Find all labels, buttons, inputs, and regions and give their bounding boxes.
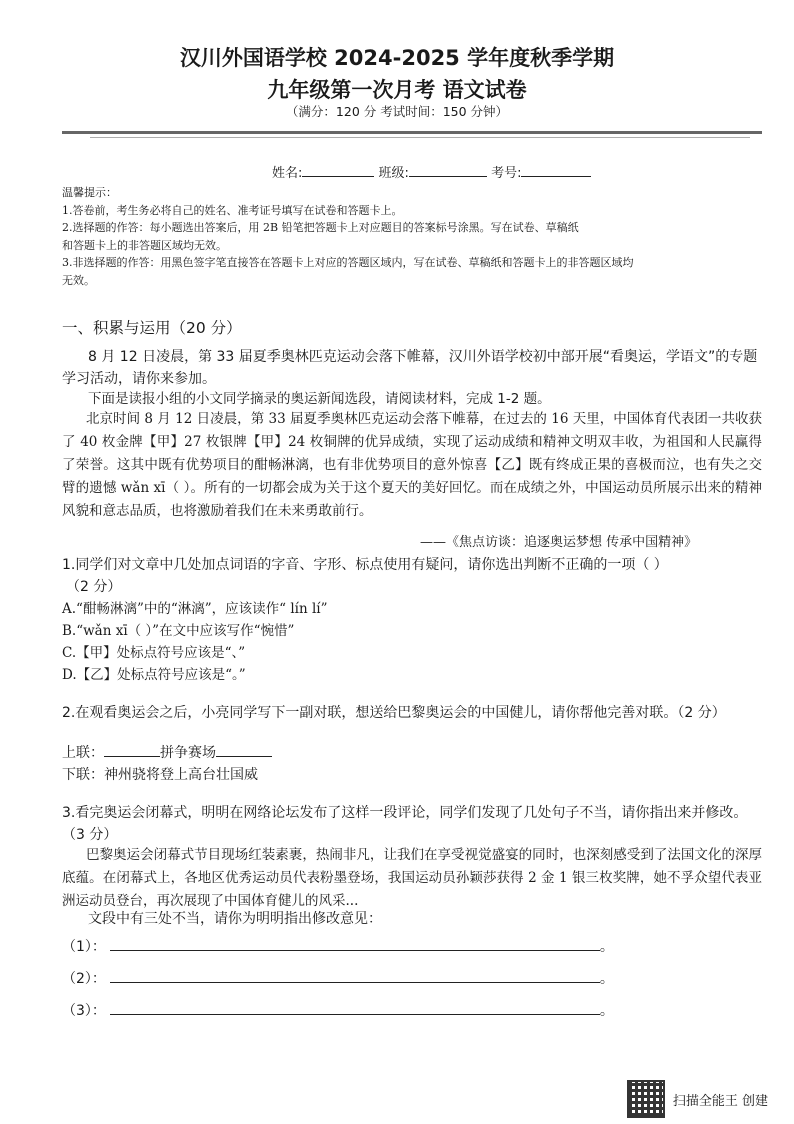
answer-line-1[interactable]	[62, 936, 614, 956]
question-1-score: （2 分）	[66, 579, 122, 595]
answer-end: 。	[599, 1003, 614, 1019]
answer-line-2[interactable]	[62, 968, 614, 988]
question-2-stem: 2.在观看奥运会之后，小亮同学写下一副对联，想送给巴黎奥运会的中国健儿，请你帮他完善对联。（2 分）	[62, 705, 726, 721]
option-d[interactable]: D.【乙】处标点符号应该是“。”	[62, 667, 246, 683]
exam-title-line1: 汉川外国语学校 2024-2025 学年度秋季学期	[179, 46, 615, 70]
notes-line: 1.答卷前，考生务必将自己的姓名、准考证号填写在试卷和答题卡上。	[62, 203, 403, 217]
news-article	[62, 408, 762, 523]
answer-label: （3）：	[62, 1003, 106, 1019]
reading-instruction: 下面是读报小组的小文同学摘录的奥运新闻选段，请阅读材料，完成 1-2 题。	[88, 391, 551, 407]
notes-line: 2.选择题的作答：每小题选出答案后，用 2B 铅笔把答题卡上对应题目的答案标号涂黑。写在试卷、草稿纸	[62, 221, 579, 234]
exam-title-line2: 九年级第一次月考 语文试卷	[267, 78, 527, 102]
student-info-bar	[272, 162, 591, 181]
name-blank[interactable]	[302, 163, 374, 177]
answer-blank[interactable]	[110, 938, 600, 951]
section-intro: 8 月 12 日凌晨，第 33 届夏季奥林匹克运动会落下帷幕，汉川外语学校初中部开展“看奥运，学语文”的专题学习活动，请你来参加。	[62, 349, 758, 387]
question-3-stem: 3.看完奥运会闭幕式，明明在网络论坛发布了这样一段评论，同学们发现了几处句子不当，请你指出来并修改。（3 分）	[62, 805, 748, 843]
option-b[interactable]: B.“wǎn xī（ ）”在文中应该写作“惋惜”	[62, 623, 295, 639]
answer-blank[interactable]	[110, 970, 600, 983]
number-label: 考号:	[491, 166, 522, 181]
couplet-upper	[62, 742, 762, 764]
upper-mid: 拼争赛场	[160, 745, 216, 761]
exam-info: （满分：120 分 考试时间：150 分钟）	[285, 104, 509, 119]
comment-text: 巴黎奥运会闭幕式节目现场红装素裹，热闹非凡，让我们在享受视觉盛宴的同时，也深刻感受到了法国文化的深厚底蕴。在闭幕式上，各地区优秀运动员代表粉墨登场，我国运动员孙颖莎获得 2 金 1 银三枚奖牌，她不孚众望代表亚洲运动员登台，再次展现了中国体育健儿的风采...	[62, 847, 762, 909]
name-label: 姓名:	[272, 166, 303, 181]
answer-line-3[interactable]	[62, 1000, 614, 1020]
answer-end: 。	[599, 939, 614, 955]
scanner-brand: 扫描全能王 创建	[672, 1093, 768, 1109]
upper-blank-2[interactable]	[216, 743, 272, 757]
upper-blank-1[interactable]	[104, 743, 160, 757]
answer-label: （1）：	[62, 939, 106, 955]
option-c[interactable]: C.【甲】处标点符号应该是“、”	[62, 645, 246, 661]
article-source: ——《焦点访谈：追逐奥运梦想 传承中国精神》	[420, 535, 698, 550]
answer-label: （2）：	[62, 971, 106, 987]
notes-heading: 温馨提示：	[62, 186, 117, 199]
upper-label: 上联：	[62, 745, 104, 761]
notes-line: 无效。	[62, 273, 95, 287]
header-divider-thin	[90, 137, 750, 138]
notes-line: 3.非选择题的作答：用黑色签字笔直接答在答题卡上对应的答题区域内，写在试卷、草稿纸和答题卡上的非答题区域均	[62, 256, 634, 269]
question-3-prompt: 文段中有三处不当，请你为明明指出修改意见：	[88, 911, 382, 927]
couplet-lower: 下联：神州骁将登上高台壮国威	[62, 767, 258, 783]
class-label: 班级:	[378, 166, 409, 181]
scanner-watermark	[627, 1080, 768, 1118]
forum-comment	[62, 844, 762, 913]
qr-code-icon	[627, 1080, 665, 1118]
header-divider	[62, 131, 762, 134]
answer-blank[interactable]	[110, 1002, 600, 1015]
option-a[interactable]: A.“酣畅淋漓”中的“淋漓”，应该读作“ lín lí”	[62, 601, 328, 617]
article-text: 北京时间 8 月 12 日凌晨，第 33 届夏季奥林匹克运动会落下帷幕，在过去的 16 天里，中国体育代表团一共收获了 40 枚金牌【甲】27 枚银牌【甲】24 枚铜牌的优异成绩，实现了运动成绩和精神文明双丰收，为祖国和人民赢得了荣誉。这其中既有优势项目的酣畅淋漓，也有非优势项目的意外惊喜【乙】既有终成正果的喜极而泣，也有失之交臂的遗憾 wǎn xī（ ）。所有的一切都会成为关于这个夏天的美好回忆。而在成绩之外，中国运动员所展示出来的精神风貌和意志品质，也将激励着我们在未来勇敢前行。	[62, 411, 762, 519]
question-1-stem: 1.同学们对文章中几处加点词语的字音、字形、标点使用有疑问，请你选出判断不正确的一项（ ）	[62, 557, 668, 573]
exam-notes	[62, 184, 762, 289]
section-title: 一、积累与运用（20 分）	[62, 319, 242, 337]
class-blank[interactable]	[409, 163, 487, 177]
number-blank[interactable]	[521, 163, 591, 177]
notes-line: 和答题卡上的非答题区域均无效。	[62, 238, 227, 252]
answer-end: 。	[599, 971, 614, 987]
